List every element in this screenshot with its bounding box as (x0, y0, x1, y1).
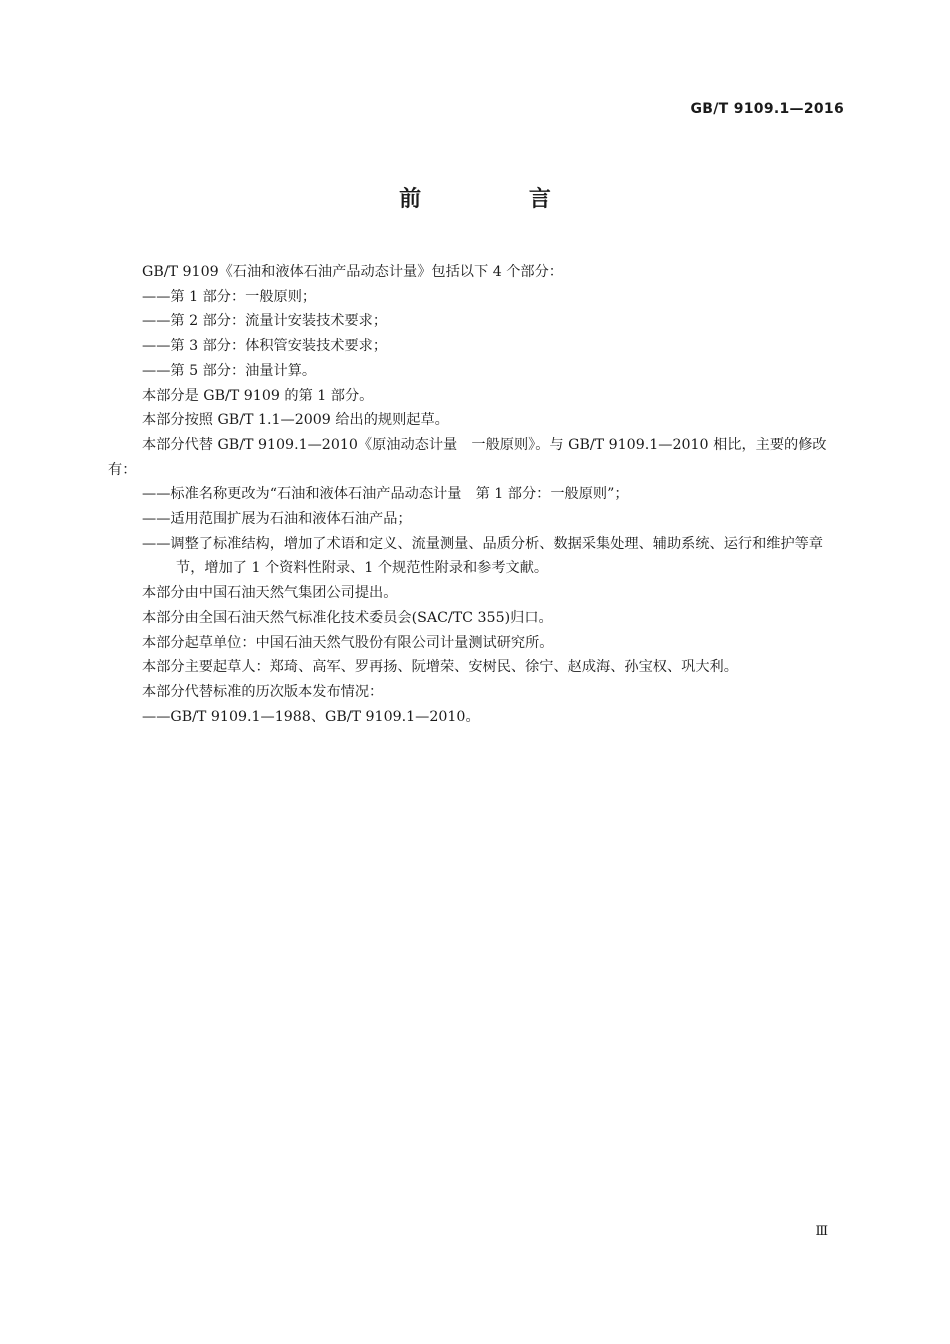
proposer-statement: 本部分由中国石油天然气集团公司提出。 (142, 585, 398, 602)
change-list-item: ——标准名称更改为“石油和液体石油产品动态计量 第 1 部分：一般原则”； (142, 486, 629, 503)
foreword-body (108, 260, 844, 729)
drafting-rules: 本部分按照 GB/T 1.1—2009 给出的规则起草。 (142, 412, 449, 429)
part-statement: 本部分是 GB/T 9109 的第 1 部分。 (142, 387, 374, 404)
committee-statement: 本部分由全国石油天然气标准化技术委员会(SAC/TC 355)归口。 (142, 609, 553, 626)
intro-paragraph: GB/T 9109《石油和液体石油产品动态计量》包括以下 4 个部分： (142, 264, 563, 280)
part-list-item: ——第 3 部分：体积管安装技术要求； (142, 338, 388, 355)
part-list-item: ——第 5 部分：油量计算。 (142, 362, 317, 379)
change-list-item: ——适用范围扩展为石油和液体石油产品； (142, 511, 412, 528)
drafting-unit: 本部分起草单位：中国石油天然气股份有限公司计量测试研究所。 (142, 634, 554, 651)
replacement-statement: 本部分代替 GB/T 9109.1—2010《原油动态计量 一般原则》。与 GB/T 9109.1—2010 相比，主要的修改有： (108, 436, 827, 478)
change-list-item: ——调整了标准结构，增加了术语和定义、流量测量、品质分析、数据采集处理、辅助系统、运行和维护等章节，增加了 1 个资料性附录、1 个规范性附录和参考文献。 (142, 535, 824, 577)
standard-number: GB/T 9109.1—2016 (690, 101, 844, 117)
page-number: Ⅲ (815, 1224, 828, 1239)
part-list-item: ——第 1 部分：一般原则； (142, 288, 317, 305)
history-list-item: ——GB/T 9109.1—1988、GB/T 9109.1—2010。 (142, 708, 480, 725)
history-heading: 本部分代替标准的历次版本发布情况： (142, 683, 384, 700)
page-title: 前 言 (399, 187, 601, 212)
part-list-item: ——第 2 部分：流量计安装技术要求； (142, 313, 388, 330)
drafters: 本部分主要起草人：郑琦、高军、罗再扬、阮增荣、安树民、徐宁、赵成海、孙宝权、巩大利。 (142, 659, 738, 676)
